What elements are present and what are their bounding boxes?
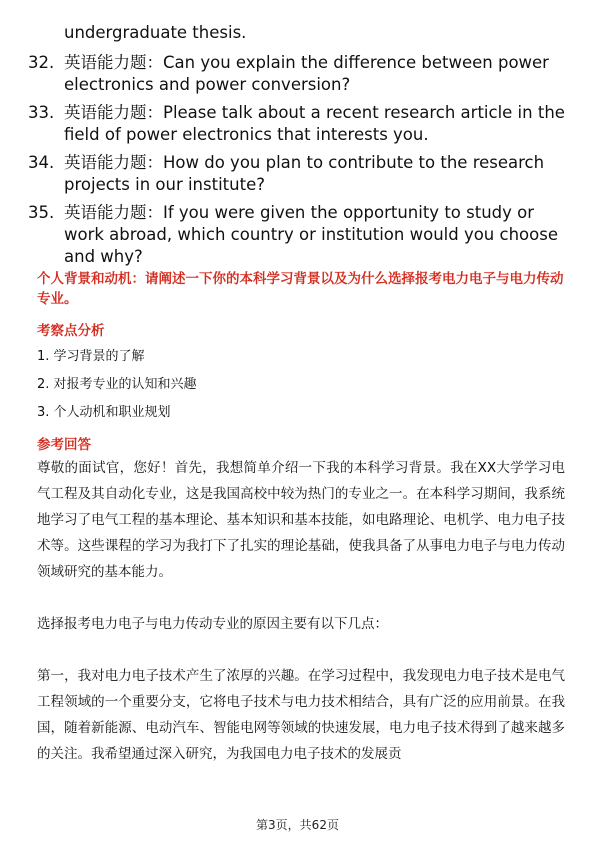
answer-paragraph: 尊敬的面试官，您好！首先，我想简单介绍一下我的本科学习背景。我在XX大学学习电气工程及其自动化专业，这是我国高校中较为热门的专业之一。在本科学习期间，我系统地学习了电气工程的基本理论、基本知识和基本技能，如电路理论、电机学、电力电子技术等。这些课程的学习为我打下了扎实的理论基础，使我具备了从事电力电子与电力传动领域研究的基本能力。 [37,460,565,580]
question-section [37,269,565,767]
question-continuation: undergraduate thesis. [64,23,247,42]
question-text: 英语能力题：Can you explain the difference between power electronics and power conversion? [64,53,549,94]
section-question: 个人背景和动机：请阐述一下你的本科学习背景以及为什么选择报考电力电子与电力传动专业。 [37,271,564,307]
question-text: 英语能力题：Please talk about a recent research article in the field of power electronics that interests you. [64,103,565,144]
question-list [28,22,573,274]
list-item [28,152,573,196]
list-item [28,102,573,146]
question-text: 英语能力题：How do you plan to contribute to the research projects in our institute? [64,153,545,194]
question-text: 英语能力题：If you were given the opportunity to study or work abroad, which country or institution would you choose and why? [64,203,558,266]
question-number: 32. [28,53,55,72]
analysis-point: 2. 对报考专业的认知和兴趣 [37,377,197,392]
list-item [28,52,573,96]
question-number: 34. [28,153,55,172]
analysis-point: 1. 学习背景的了解 [37,349,145,364]
answer-paragraph: 选择报考电力电子与电力传动专业的原因主要有以下几点： [37,616,388,632]
analysis-point: 3. 个人动机和职业规划 [37,405,171,420]
question-number: 33. [28,103,55,122]
answer-heading: 参考回答 [37,437,91,453]
page-footer: 第3页，共62页 [256,818,339,832]
answer-paragraph: 第一，我对电力电子技术产生了浓厚的兴趣。在学习过程中，我发现电力电子技术是电气工程领域的一个重要分支，它将电子技术与电力技术相结合，具有广泛的应用前景。在我国，随着新能源、电动汽车、智能电网等领域的快速发展，电力电子技术得到了越来越多的关注。我希望通过深入研究，为我国电力电子技术的发展贡 [37,668,565,762]
analysis-heading: 考察点分析 [37,323,105,339]
question-number: 35. [28,203,55,222]
list-item [28,202,573,268]
